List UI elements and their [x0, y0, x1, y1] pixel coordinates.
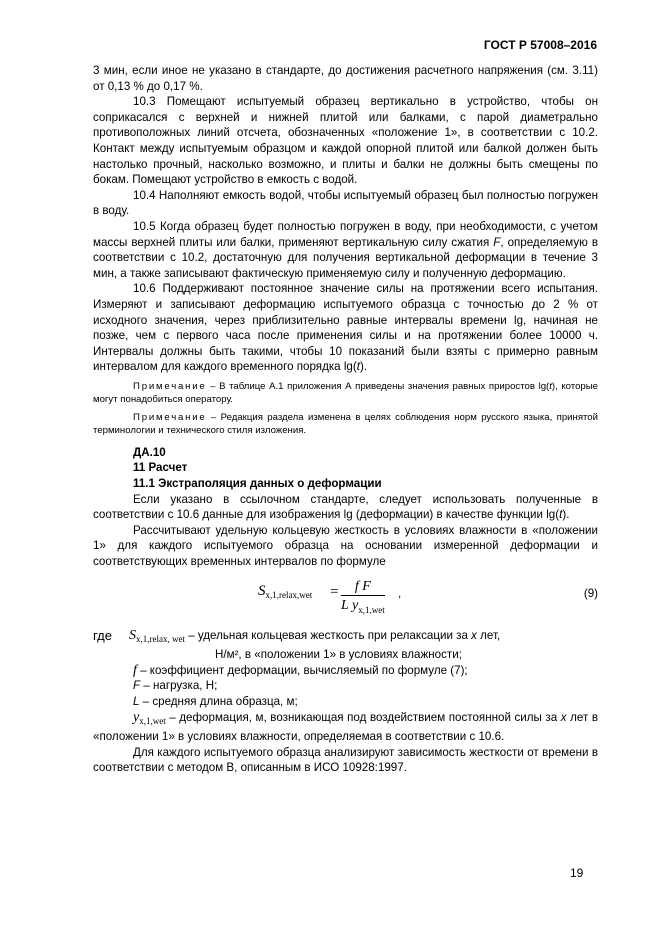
standard-header: ГОСТ Р 57008–2016 [483, 38, 597, 52]
definition-stiffness [129, 628, 598, 648]
definition-stiffness-line2: Н/м², в «положении 1» в условиях влажности; [215, 648, 462, 662]
formula-lhs [258, 584, 312, 604]
heading-extrapolation: 11.1 Экстраполяция данных о деформации [133, 477, 382, 491]
note-1 [93, 380, 598, 406]
p106-text-a: 10.6 Поддерживают постоянное значение силы на протяжении всего испытания. Измеряют и записывают деформацию испытуемого образца с точностью до 2 % от исходного значения, через приблизительно равные интервалы времени lg, начиная не позже, чем с первого часа после применения силы и на протяжении более 10000 ч. Интервалы должны быть такими, чтобы 10 показаний были взяты с примерно равным интервалом для каждого временного порядка lg( [93, 282, 598, 374]
paragraph-10-3: 10.3 Помещают испытуемый образец вертикально в устройство, чтобы он соприкасался с верхней и нижней плитой или балками, с парой диаметрально противоположных линий отсчета, обозначенных «положение 1», в соответствии с 10.2. Контакт между испытуемым образцом и каждой опорной плитой или балкой должен быть настолько прочный, насколько возможно, и плиты и балки не должны быть смещены по бокам. Помещают устройство в емкость с водой. [93, 95, 598, 187]
definition-deflection [93, 710, 598, 745]
p105-text-b: , определяемую в соответствии с 10.2, достаточную для получения вертикальной деформации в течение 3 мин, а также записывают фактическую применяемую силу и полученную деформацию. [93, 235, 598, 280]
note1-text-a: – В таблице А.1 приложения А приведены значения равных приростов lg( [206, 380, 550, 392]
note2-text: – Редакция раздела изменена в целях соблюдения норм русского языка, принятой терминологии и технического стиля изложения. [93, 411, 598, 436]
note-label: Примечание [133, 411, 207, 423]
time-symbol: t [356, 360, 360, 374]
where-block [93, 628, 598, 745]
formula-den-subscript: x,1,wet [358, 604, 385, 615]
def-stiffness-symbol [129, 628, 185, 643]
formula-lhs-symbol: S [258, 582, 266, 599]
def-stiffness-letter: S [129, 627, 136, 643]
definition-coefficient [133, 663, 598, 679]
note-2 [93, 411, 598, 437]
definition-load [133, 678, 598, 694]
def-deflection-text-b: лет в «положении 1» в условиях влажности, определяемая в соответствии с 10.6. [93, 710, 598, 744]
note1-text-b: ), которые могут понадобиться оператору. [93, 380, 598, 405]
formula-numerator: f F [341, 578, 385, 596]
paragraph-10-6 [93, 281, 598, 375]
paragraph-10-5 [93, 219, 598, 281]
body1-time-symbol: t [559, 508, 563, 522]
def-coefficient-text: – коэффициент деформации, вычисляемый по формуле (7); [136, 663, 468, 677]
def-stiffness-text-b: лет, [476, 628, 501, 642]
formula-number: (9) [583, 586, 598, 600]
formula-comma: , [398, 586, 402, 600]
heading-calculation: 11 Расчет [133, 461, 188, 475]
paragraph-10-4: 10.4 Наполняют емкость водой, чтобы испытуемый образец был полностью погружен в воду. [93, 188, 598, 218]
p105-text-a: 10.5 Когда образец будет полностью погружен в воду, при необходимости, с учетом массы верхней плиты или балки, применяют вертикальную силу сжатия [93, 219, 598, 249]
def-coefficient-symbol: f [133, 662, 137, 678]
formula-denominator [341, 596, 385, 620]
formula-den-deflection: y [352, 597, 359, 613]
formula-fraction [341, 578, 385, 620]
formula-equals: = [330, 583, 339, 600]
def-deflection-subscript: x,1,wet [139, 715, 166, 726]
paragraph-final: Для каждого испытуемого образца анализируют зависимость жесткости от времени в соответствии с методом В, описанным в ИСО 10928:1997. [93, 745, 598, 775]
heading-da10: ДА.10 [133, 445, 166, 459]
formula-den-length: L [341, 597, 349, 613]
def-deflection-x: x [560, 710, 567, 724]
def-deflection-text-a: – деформация, м, возникающая под воздействием постоянной силы за [165, 710, 561, 724]
note-label: Примечание [133, 380, 207, 392]
paragraph-body-2: Рассчитывают удельную кольцевую жесткость в условиях влажности в «положении 1» для каждого испытуемого образца на основании измеренной деформации и соответствующих временных интервалов по формуле [93, 523, 598, 569]
formula-9 [93, 578, 598, 622]
body1-text-a: Если указано в ссылочном стандарте, следует использовать полученные в соответствии с 10.6 данные для изображения lg (деформации) в качестве функции lg( [93, 492, 598, 522]
p106-text-b: ). [359, 360, 368, 374]
page-number: 19 [570, 866, 584, 880]
def-length-text: – средняя длина образца, м; [139, 695, 298, 708]
paragraph-continuation: 3 мин, если иное не указано в стандарте, до достижения расчетного напряжения (см. 3.11) от 0,13 % до 0,17 %. [93, 64, 598, 93]
def-stiffness-subscript: x,1,relax, wet [136, 633, 185, 644]
def-load-text: – нагрузка, Н; [140, 679, 218, 693]
def-load-symbol: F [133, 679, 141, 693]
body1-text-b: ). [562, 508, 570, 522]
note1-time-symbol: t [549, 380, 552, 392]
paragraph-body-1 [93, 492, 598, 523]
formula-lhs-subscript: x,1,relax,wet [265, 589, 313, 600]
def-deflection-letter: y [133, 709, 140, 725]
definition-length [133, 694, 598, 710]
force-symbol: F [493, 235, 501, 249]
def-deflection-symbol [133, 710, 166, 725]
document-body [93, 63, 598, 776]
def-stiffness-x: x [471, 628, 477, 642]
where-word: где [93, 627, 112, 643]
def-stiffness-text-a: – удельная кольцевая жесткость при релаксации за [184, 628, 472, 642]
def-length-symbol: L [133, 695, 140, 708]
